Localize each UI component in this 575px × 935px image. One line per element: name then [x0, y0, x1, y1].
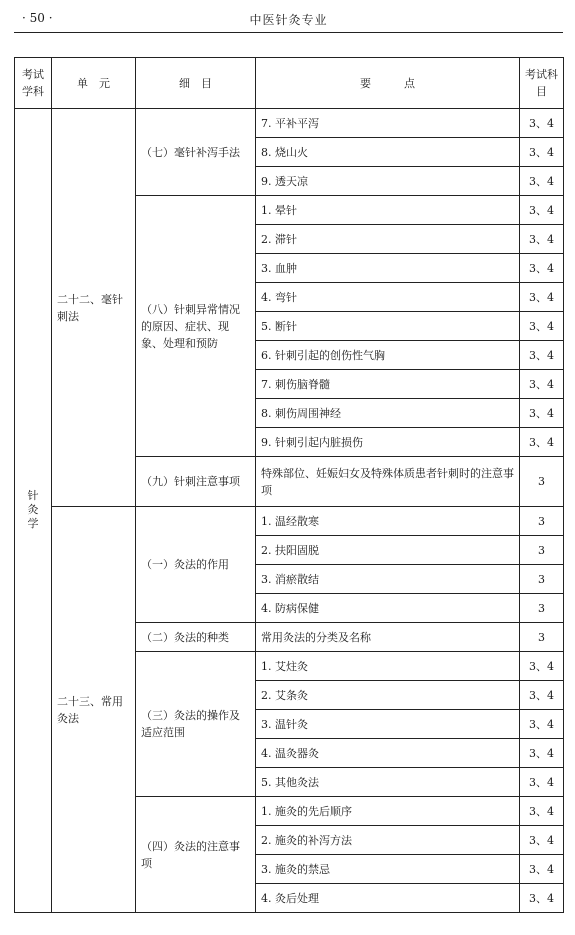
level-cell: 3、4	[520, 283, 564, 312]
point-cell: 1. 温经散寒	[256, 507, 520, 536]
header-subject: 考试学科	[15, 58, 52, 109]
point-cell: 7. 刺伤脑脊髓	[256, 370, 520, 399]
level-cell: 3、4	[520, 341, 564, 370]
point-cell: 1. 施灸的先后顺序	[256, 797, 520, 826]
level-cell: 3、4	[520, 884, 564, 913]
point-cell: 6. 针刺引起的创伤性气胸	[256, 341, 520, 370]
level-cell: 3、4	[520, 138, 564, 167]
point-cell: 2. 施灸的补泻方法	[256, 826, 520, 855]
level-cell: 3、4	[520, 399, 564, 428]
syllabus-table	[14, 57, 564, 913]
subject-cell: 针灸学	[15, 109, 52, 913]
level-cell: 3	[520, 507, 564, 536]
header-unit: 单 元	[52, 58, 136, 109]
level-cell: 3、4	[520, 739, 564, 768]
level-cell: 3、4	[520, 370, 564, 399]
item-cell: （八）针刺异常情况的原因、症状、现象、处理和预防	[136, 196, 256, 457]
level-cell: 3	[520, 594, 564, 623]
level-cell: 3、4	[520, 254, 564, 283]
header-item: 细 目	[136, 58, 256, 109]
page-header	[14, 8, 563, 33]
point-cell: 1. 晕针	[256, 196, 520, 225]
item-cell: （四）灸法的注意事项	[136, 797, 256, 913]
point-cell: 2. 扶阳固脱	[256, 536, 520, 565]
point-cell: 1. 艾炷灸	[256, 652, 520, 681]
level-cell: 3、4	[520, 797, 564, 826]
level-cell: 3、4	[520, 312, 564, 341]
point-cell: 8. 刺伤周围神经	[256, 399, 520, 428]
point-cell: 4. 温灸器灸	[256, 739, 520, 768]
item-cell: （九）针刺注意事项	[136, 457, 256, 507]
level-cell: 3	[520, 457, 564, 507]
level-cell: 3、4	[520, 428, 564, 457]
point-cell: 5. 其他灸法	[256, 768, 520, 797]
point-cell: 2. 艾条灸	[256, 681, 520, 710]
point-cell: 常用灸法的分类及名称	[256, 623, 520, 652]
point-cell: 4. 防病保健	[256, 594, 520, 623]
level-cell: 3、4	[520, 196, 564, 225]
running-title: 中医针灸专业	[249, 13, 328, 27]
point-cell: 3. 血肿	[256, 254, 520, 283]
level-cell: 3	[520, 565, 564, 594]
level-cell: 3	[520, 623, 564, 652]
point-cell: 特殊部位、妊娠妇女及特殊体质患者针刺时的注意事项	[256, 457, 520, 507]
unit-cell: 二十二、毫针刺法	[52, 109, 136, 507]
header-level: 考试科目	[520, 58, 564, 109]
table-header-row	[15, 58, 564, 109]
level-cell: 3、4	[520, 167, 564, 196]
level-cell: 3、4	[520, 855, 564, 884]
syllabus-body	[15, 109, 564, 913]
page-number: · 50 ·	[22, 11, 53, 25]
level-cell: 3、4	[520, 225, 564, 254]
table-row	[15, 507, 564, 536]
item-cell: （三）灸法的操作及适应范围	[136, 652, 256, 797]
header-point: 要 点	[256, 58, 520, 109]
level-cell: 3、4	[520, 681, 564, 710]
point-cell: 9. 透天凉	[256, 167, 520, 196]
point-cell: 3. 施灸的禁忌	[256, 855, 520, 884]
point-cell: 4. 弯针	[256, 283, 520, 312]
unit-cell: 二十三、常用灸法	[52, 507, 136, 913]
level-cell: 3、4	[520, 826, 564, 855]
point-cell: 9. 针刺引起内脏损伤	[256, 428, 520, 457]
point-cell: 4. 灸后处理	[256, 884, 520, 913]
level-cell: 3	[520, 536, 564, 565]
level-cell: 3、4	[520, 652, 564, 681]
point-cell: 7. 平补平泻	[256, 109, 520, 138]
item-cell: （一）灸法的作用	[136, 507, 256, 623]
point-cell: 8. 烧山火	[256, 138, 520, 167]
point-cell: 2. 滞针	[256, 225, 520, 254]
point-cell: 3. 温针灸	[256, 710, 520, 739]
table-row	[15, 109, 564, 138]
level-cell: 3、4	[520, 109, 564, 138]
item-cell: （二）灸法的种类	[136, 623, 256, 652]
level-cell: 3、4	[520, 710, 564, 739]
point-cell: 3. 消瘀散结	[256, 565, 520, 594]
item-cell: （七）毫针补泻手法	[136, 109, 256, 196]
point-cell: 5. 断针	[256, 312, 520, 341]
level-cell: 3、4	[520, 768, 564, 797]
